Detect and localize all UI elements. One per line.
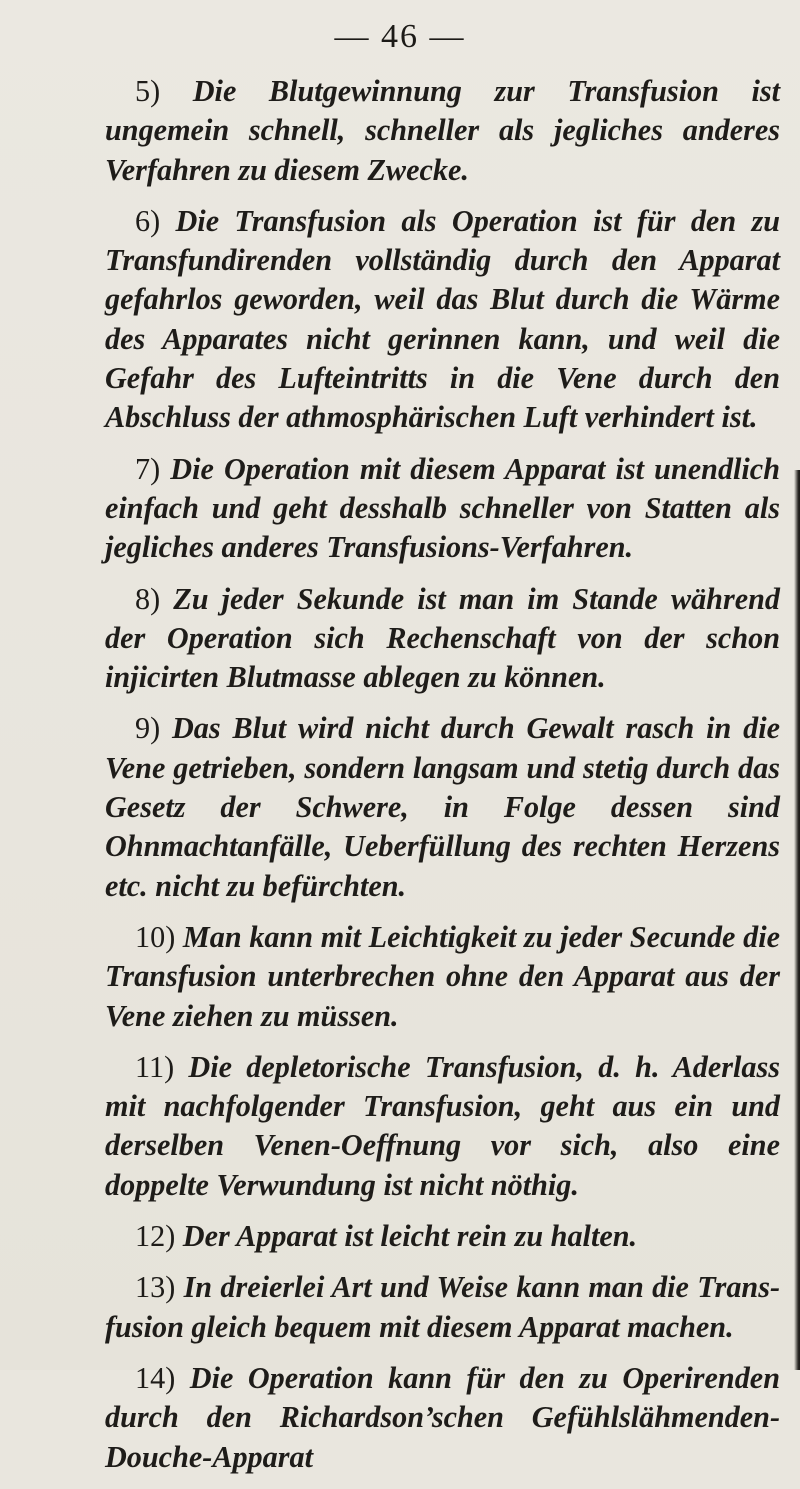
body-text <box>105 72 780 1489</box>
item-text: Zu jeder Sekunde ist man im Stande während der Operation sich Rechenschaft von der schon injicirten Blutmasse ablegen zu können. <box>105 581 780 695</box>
item-text: Die Operation mit diesem Apparat ist unendlich einfach und geht desshalb schneller von Statten als jegliches anderes Transfusions-Verfahren. <box>105 451 780 565</box>
paragraph-9 <box>105 709 780 905</box>
item-text: Das Blut wird nicht durch Gewalt rasch in die Vene getrieben, sondern langsam und stetig durch das Gesetz der Schwere, in Folge dessen sind Ohnmachtanfälle, Ueberfüllung des rechten Herzens etc. nicht zu befürchten. <box>105 711 780 903</box>
item-number: 11) <box>135 1049 175 1084</box>
item-number: 8) <box>135 581 161 616</box>
page-edge-shadow <box>794 470 800 1370</box>
item-text: Die Transfusion als Operation ist für den zu Transfundirenden vollständig durch den Apparat gefahrlos geworden, weil das Blut durch die Wärme des Apparates nicht gerinnen kann, und weil die Gefahr des Lufteintritts in die Vene durch den Abschluss der athmosphärischen Luft verhindert ist. <box>105 203 780 435</box>
item-number: 10) <box>135 919 176 954</box>
item-text: Man kann mit Leichtigkeit zu jeder Secunde die Transfusion unterbrechen ohne den Apparat aus der Vene ziehen zu müssen. <box>105 919 781 1033</box>
item-number: 9) <box>135 711 161 746</box>
paragraph-7 <box>105 450 780 568</box>
paragraph-13 <box>105 1268 780 1347</box>
page-number: — 46 — <box>334 18 466 55</box>
item-text: In dreierlei Art und Weise kann man die Transfusion gleich bequem mit diesem Apparat machen. <box>105 1270 781 1344</box>
item-number: 14) <box>135 1360 176 1395</box>
item-number: 6) <box>135 203 161 238</box>
paragraph-14 <box>105 1359 780 1477</box>
item-text: Die Blutgewinnung zur Transfusion ist ungemein schnell, schneller als jegliches anderes Verfahren zu diesem Zwecke. <box>105 74 780 187</box>
paragraph-10 <box>105 918 780 1036</box>
item-number: 13) <box>135 1270 176 1305</box>
item-text: Der Apparat ist leicht rein zu halten. <box>182 1219 638 1254</box>
item-number: 7) <box>135 451 161 486</box>
paragraph-5 <box>105 72 780 190</box>
item-text: Die Operation kann für den zu Operirenden durch den Richardson’schen Gefühlslähmenden-Douche-Apparat <box>105 1360 780 1474</box>
item-number: 5) <box>135 74 161 108</box>
item-text: Die depletorische Transfusion, d. h. Aderlass mit nachfolgender Transfusion, geht aus ein und derselben Venen-Oeffnung vor sich, also eine doppelte Verwundung ist nicht nöthig. <box>105 1049 781 1202</box>
paragraph-8 <box>105 580 780 698</box>
paragraph-11 <box>105 1048 780 1205</box>
paragraph-6 <box>105 202 780 438</box>
paragraph-12 <box>105 1217 780 1256</box>
item-number: 12) <box>135 1219 176 1254</box>
